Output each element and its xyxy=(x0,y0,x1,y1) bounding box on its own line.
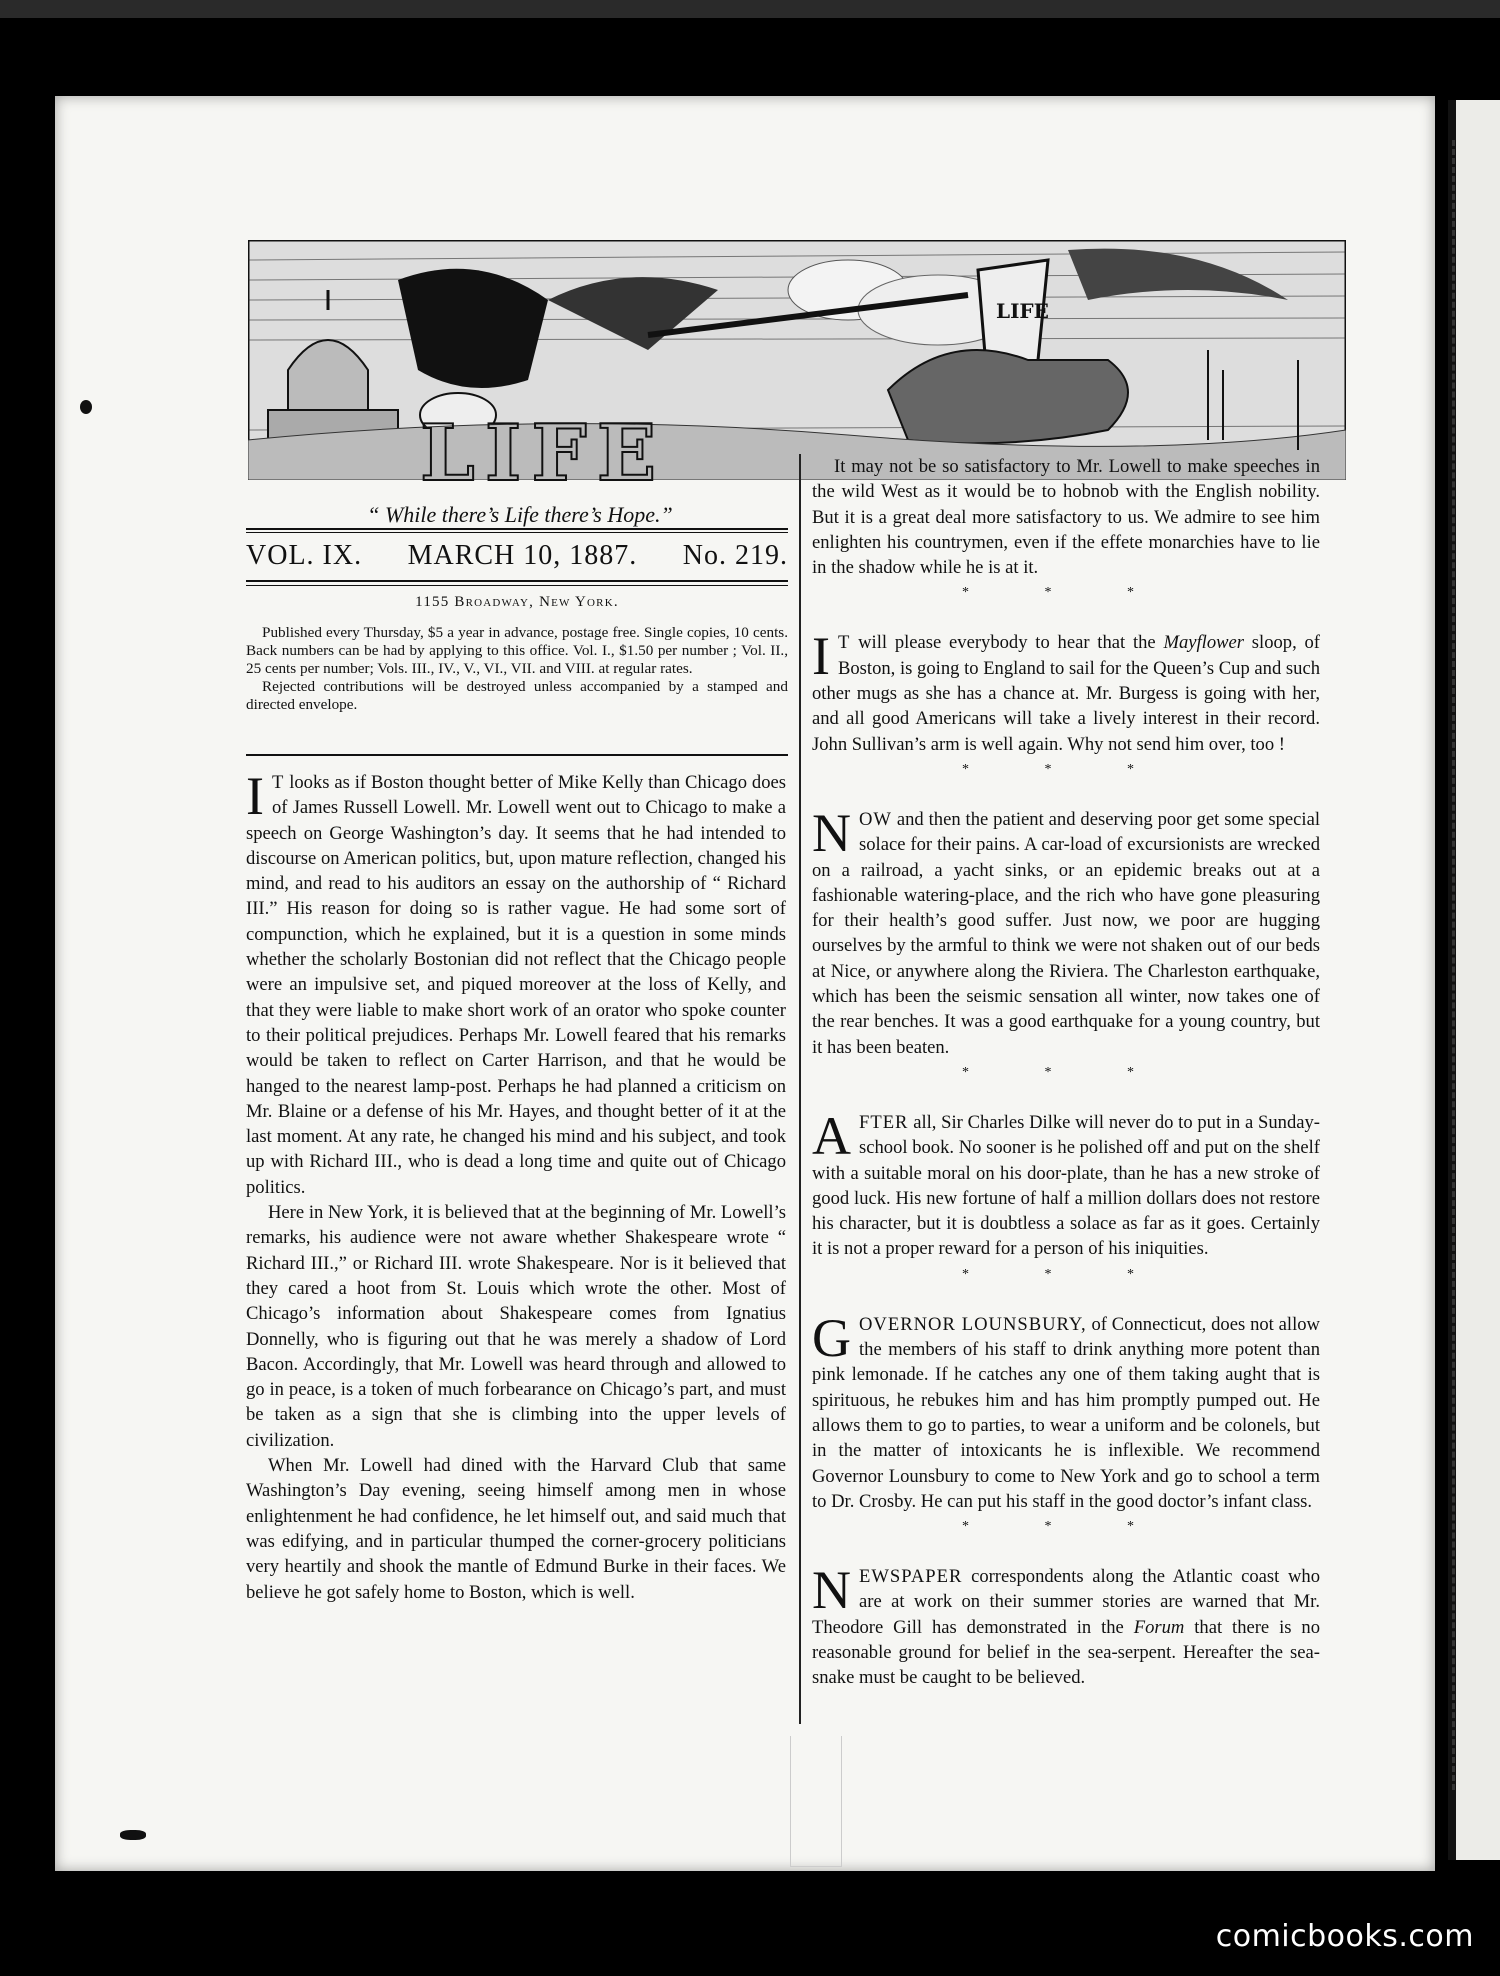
paragraph-text: sloop, of Boston, is going to England to sail for the Queen’s Cup and such other mugs as she has a chance at. Mr. Burgess is going with her, and all good Americans will take a lively interest in their record. John Sullivan’s arm is well again. Why not send him over, too ! xyxy=(812,632,1320,755)
paragraph-text: of Connecticut, does not allow the members of his staff to drink anything more potent than pink lemonade. If he catches any one of them taking aught that is spirituous, he rebukes him and has him promptly pumped out. He allows them to go to parties, to wear a uniform and be colonels, but in the matter of intoxicants he is inflexible. We recommend Governor Lounsbury to come to New York and go to school a term to Dr. Crosby. He can put his staff in the good doctor’s infant class. xyxy=(812,1313,1320,1512)
rule xyxy=(246,528,788,530)
article-paragraph: It may not be so satisfactory to Mr. Lowell to make speeches in the wild West as it would be to hobnob with the English nobility. But it is a great deal more satisfactory to us. We admire to see him enlighten his countrymen, even if the effete monarchies have to lie in the shadow while he is at it. xyxy=(812,456,1320,579)
section-separator: * * * xyxy=(962,1064,1170,1080)
ship-name: Mayflower xyxy=(1163,632,1245,654)
issue-date: MARCH 10, 1887. xyxy=(407,540,638,571)
rejected-contributions-note: Rejected contributions will be destroyed unless accompanied by a stamped and directed envelope. xyxy=(246,678,788,713)
ink-speck xyxy=(120,1830,146,1840)
ink-speck xyxy=(80,400,92,414)
issue-number: No. 219. xyxy=(682,540,788,571)
rule xyxy=(246,754,788,756)
header-illustration xyxy=(248,240,1346,480)
publishing-terms xyxy=(246,624,788,714)
rule xyxy=(246,585,788,586)
article-paragraph xyxy=(812,626,1320,756)
lead-in: OVERNOR LOUNSBURY, xyxy=(859,1313,1087,1335)
column-divider xyxy=(799,454,801,1724)
rule xyxy=(246,580,788,582)
section-separator: * * * xyxy=(962,1519,1170,1535)
drop-cap: A xyxy=(812,1105,851,1166)
scan-top-strip xyxy=(0,0,1500,18)
paragraph-text: correspondents along the Atlantic coast who are at work on their summer stories are warned that Mr. Theodore Gill has demonstrated in the xyxy=(812,1566,1320,1638)
section-separator: * * * xyxy=(962,761,1170,777)
svg-text:LIFE: LIFE xyxy=(996,299,1049,323)
drop-cap: I xyxy=(246,766,264,826)
paragraph-text: looks as if Boston thought better of Mike Kelly than Chicago does of James Russell Lowell. Mr. Lowell went out to Chicago to make a speech on George Washington’s day. It seems that he had intended to discourse on American politics, but, upon mature reflection, changed his mind, and read to his auditors an essay on the authorship of “ Richard III.” His reason for doing so is rather vague. He had some sort of compunction, which he explained, but it is a question in some minds whether the scholarly Bostonian did not reflect that the Chicago people were an impulsive set, and piqued moreover at the loss of Kelly, and that they were liable to make short work of an orator who spoke counter to their political prejudices. Perhaps Mr. Lowell feared that his remarks would be taken to reflect on Carter Harrison, and that he would be hanged to the nearest lamp-post. Perhaps he had planned a criticism on Mr. Blaine or a defense of his Mr. Hayes, and thought better of it at the last moment. At any rate, he changed his mind and his subject, and took up with Richard III., who is dead a long time and quite out of Chicago politics. xyxy=(246,772,786,1198)
lead-in: OW xyxy=(859,808,892,830)
article-paragraph xyxy=(812,802,1320,1060)
article-paragraph xyxy=(246,766,786,1200)
article-paragraph: When Mr. Lowell had dined with the Harvard Club that same Washington’s Day evening, seeing himself among men in whose enlightenment he had confidence, he let himself out, and said much that was edifying, and in particular thumped the corner-grocery politicians very heartily and shook the mantle of Edmund Burke in their faces. We believe he got safely home to Boston, which is well. xyxy=(246,1455,786,1603)
article-paragraph xyxy=(812,1560,1320,1690)
section-separator: * * * xyxy=(962,1266,1170,1282)
article-paragraph xyxy=(812,1105,1320,1262)
binding-marks xyxy=(1452,140,1461,1790)
masthead-motto: “ While there’s Life there’s Hope.” xyxy=(367,502,673,527)
right-column xyxy=(812,454,1320,1691)
magazine-name: Forum xyxy=(1133,1616,1185,1638)
lead-in: EWSPAPER xyxy=(859,1566,963,1588)
drop-cap: N xyxy=(812,802,851,863)
lead-in: T xyxy=(837,632,851,654)
lead-in: FTER xyxy=(859,1111,909,1133)
paragraph-text: will please everybody to hear that the xyxy=(850,632,1164,654)
volume-label: VOL. IX. xyxy=(246,540,363,571)
subscription-note: Published every Thursday, $5 a year in advance, postage free. Single copies, 10 cents. Back numbers can be had by applying to this office. Vol. I., $1.50 per number ; Vol. II., 25 cents per number; Vols. III., IV., V., VI., VII. and VIII. at regular rates. xyxy=(246,624,788,677)
paragraph-text: all, Sir Charles Dilke will never do to put in a Sunday-school book. No sooner is he polished off and put on the shelf with a suitable moral on his door-plate, than he has a new stroke of good luck. His new fortune of half a million dollars does not restore his character, but it is doubtless a solace as far as it goes. Certainly it is not a proper reward for a person of his iniquities. xyxy=(812,1111,1320,1260)
drop-cap: I xyxy=(812,626,830,687)
site-watermark: comicbooks.com xyxy=(1215,1919,1474,1954)
drop-cap: N xyxy=(812,1560,851,1621)
section-separator: * * * xyxy=(962,585,1170,601)
paragraph-text: and then the patient and deserving poor get some special solace for their pains. A car-load of excursionists are wrecked on a railroad, a yacht sinks, or an epidemic breaks out at a fashionable watering-place, and the rich who have gone pleasuring for their health’s good suffer. Just now, we poor are hugging ourselves by the armful to think we were not shaken out of our beds at Nice, or anywhere along the Riviera. The Charleston earthquake, which has been the seismic sensation all winter, now takes one of the rear benches. It was a good earthquake for a young country, but it has been beaten. xyxy=(812,808,1320,1058)
left-column xyxy=(246,766,786,1605)
lead-in: T xyxy=(271,772,285,793)
article-paragraph xyxy=(812,1307,1320,1514)
page-fold-box xyxy=(790,1736,842,1867)
paragraph-text: that there is no reasonable ground for belief in the sea-serpent. Hereafter the sea-snake must be caught to be believed. xyxy=(812,1616,1320,1689)
masthead-info-line xyxy=(246,540,788,572)
publisher-address: 1155 Broadway, New York. xyxy=(415,594,619,610)
drop-cap: G xyxy=(812,1307,851,1368)
article-paragraph: Here in New York, it is believed that at the beginning of Mr. Lowell’s remarks, his audience were not aware whether Shakespeare wrote “ Richard III.,” or Richard III. wrote Shakespeare. Nor is it believed that they cared a hoot from St. Louis which wrote the other. Most of Chicago’s information about Shakespeare comes from Ignatius Donnelly, who is figuring out that he was merely a shadow of Lord Bacon. Accordingly, that Mr. Lowell was heard through and allowed to go in peace, is a token of much forbearance on Chicago’s part, and must be taken as a sign that she is climbing into the upper levels of civilization. xyxy=(246,1202,786,1451)
rule xyxy=(246,532,788,533)
masthead-title: LIFE xyxy=(420,408,667,499)
